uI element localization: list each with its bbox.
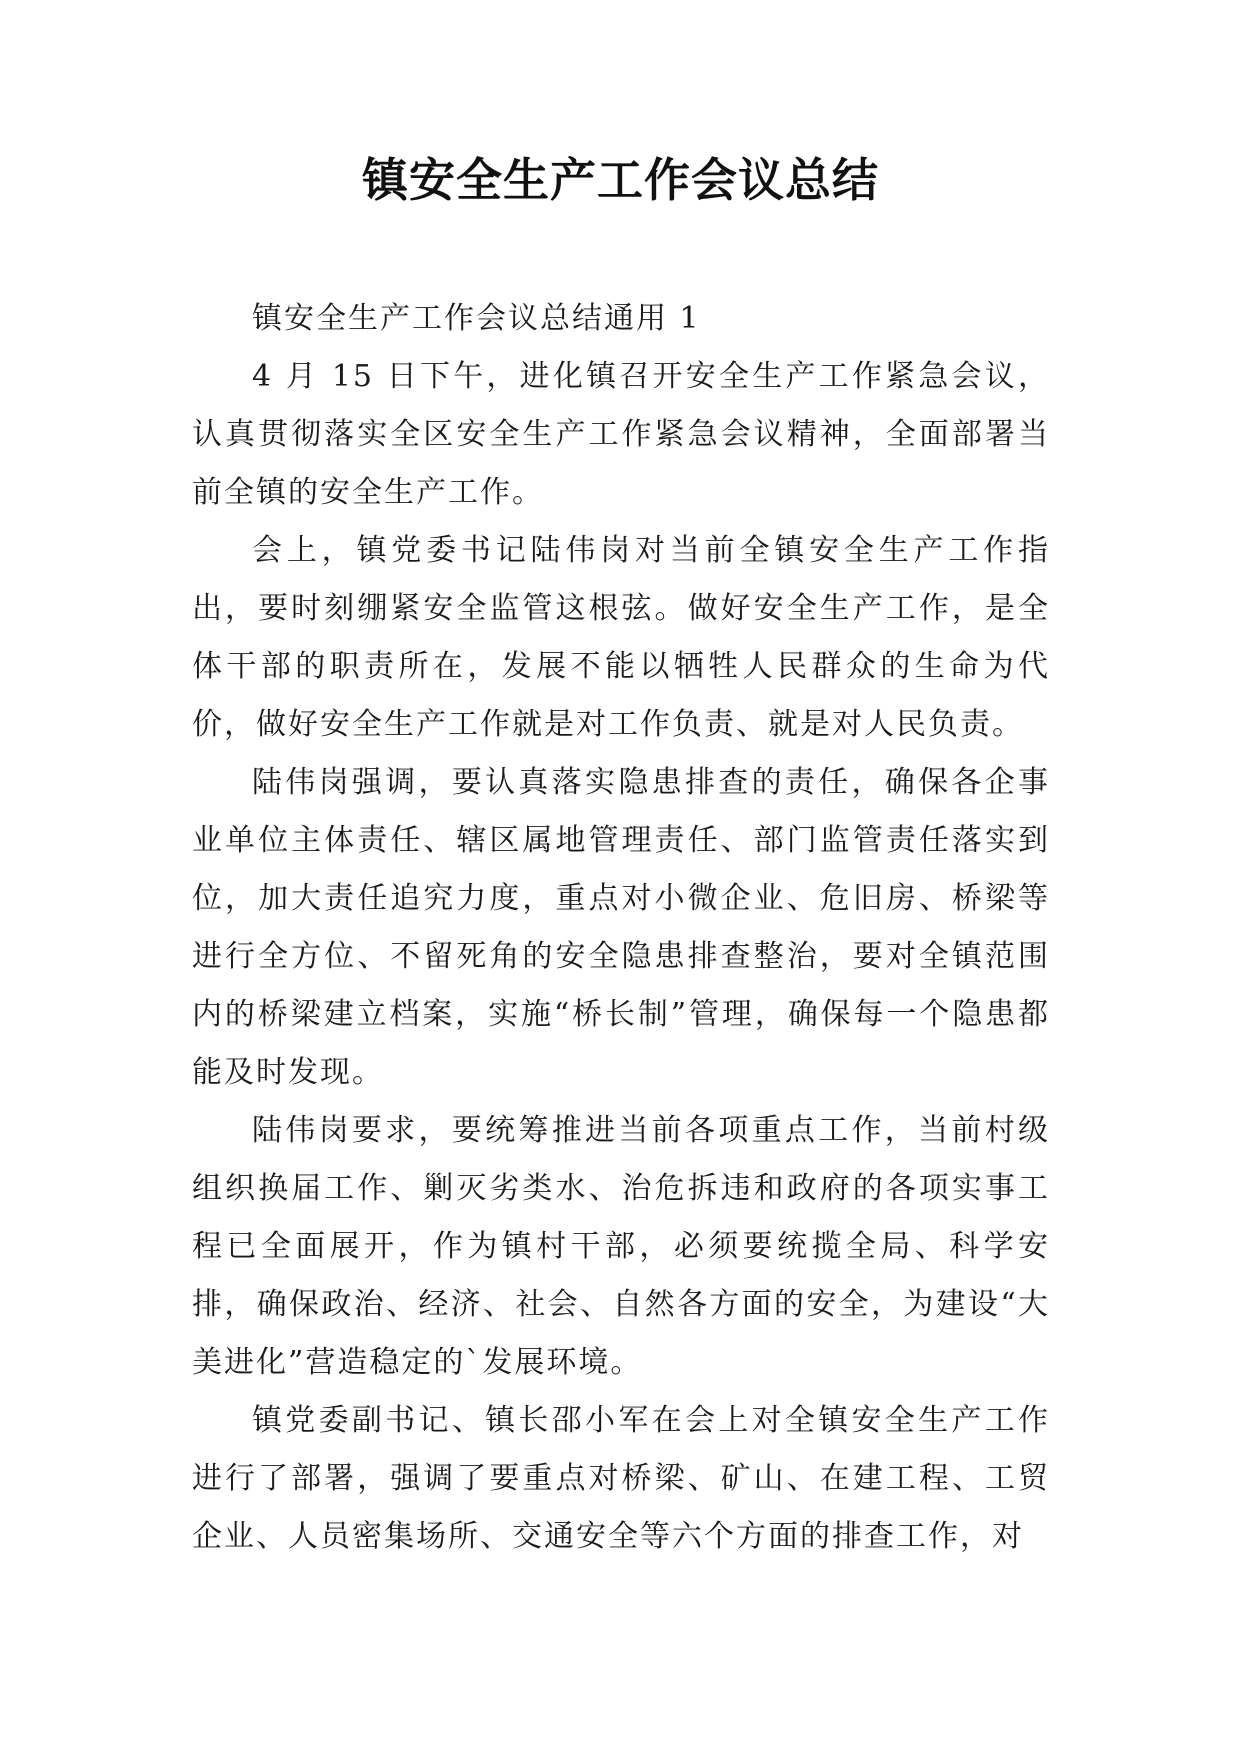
paragraph: 陆伟岗要求，要统筹推进当前各项重点工作，当前村级组织换届工作、剿灭劣类水、治危拆违和政府的各项实事工程已全面展开，作为镇村干部，必须要统揽全局、科学安排，确保政治、经济、社会、自然各方面的安全，为建设“大美进化”营造稳定的`发展环境。 [192, 1113, 1050, 1380]
paragraph: 会上，镇党委书记陆伟岗对当前全镇安全生产工作指出，要时刻绷紧安全监管这根弦。做好安全生产工作，是全体干部的职责所在，发展不能以牺牲人民群众的生命为代价，做好安全生产工作就是对工作负责、就是对人民负责。 [192, 533, 1050, 742]
paragraph: 4 月 15 日下午，进化镇召开安全生产工作紧急会议，认真贯彻落实全区安全生产工作紧急会议精神，全面部署当前全镇的安全生产工作。 [192, 359, 1050, 510]
paragraph: 镇党委副书记、镇长邵小军在会上对全镇安全生产工作进行了部署，强调了要重点对桥梁、矿山、在建工程、工贸企业、人员密集场所、交通安全等六个方面的排查工作，对 [192, 1403, 1050, 1554]
document-title: 镇安全生产工作会议总结 [362, 153, 879, 207]
paragraph: 陆伟岗强调，要认真落实隐患排查的责任，确保各企事业单位主体责任、辖区属地管理责任、部门监管责任落实到位，加大责任追究力度，重点对小微企业、危旧房、桥梁等进行全方位、不留死角的安全隐患排查整治，要对全镇范围内的桥梁建立档案，实施“桥长制”管理，确保每一个隐患都能及时发现。 [192, 765, 1050, 1090]
paragraph-subtitle: 镇安全生产工作会议总结通用 1 [252, 301, 701, 336]
document-body [192, 290, 1050, 1566]
